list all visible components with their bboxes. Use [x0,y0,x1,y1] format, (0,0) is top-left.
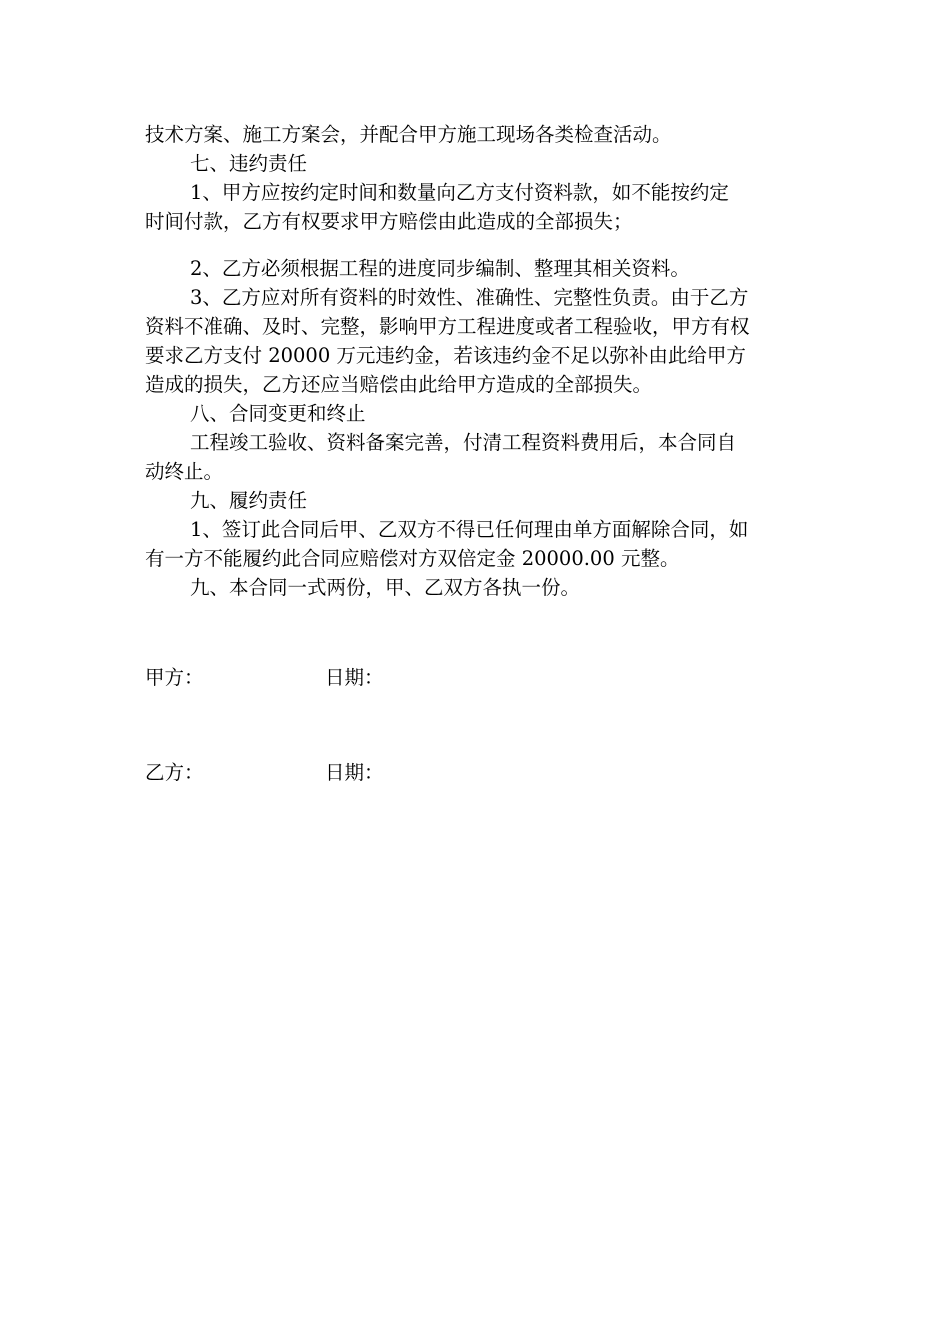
paragraph-line: 有一方不能履约此合同应赔偿对方双倍定金 20000.00 元整。 [145,547,680,570]
paragraph-line: 技术方案、施工方案会，并配合甲方施工现场各类检查活动。 [145,123,672,146]
party-b-date-label: 日期： [325,761,384,784]
paragraph-line: 时间付款，乙方有权要求甲方赔偿由此造成的全部损失； [145,210,633,233]
paragraph-line: 要求乙方支付 20000 万元违约金，若该违约金不足以弥补由此给甲方 [145,344,746,367]
contract-body [145,120,807,602]
paragraph-line: 资料不准确、及时、完整，影响甲方工程进度或者工程验收，甲方有权 [145,315,750,338]
party-a-label: 甲方： [145,666,204,689]
paragraph-gap [145,236,807,254]
paragraph-line: 动终止。 [145,460,224,483]
paragraph-line: 九、本合同一式两份，甲、乙双方各执一份。 [190,576,581,599]
section-heading-change: 八、合同变更和终止 [190,402,366,425]
paragraph-line: 1、甲方应按约定时间和数量向乙方支付资料款，如不能按约定 [190,181,729,204]
paragraph-line: 造成的损失，乙方还应当赔偿由此给甲方造成的全部损失。 [145,373,653,396]
paragraph-line: 2、乙方必须根据工程的进度同步编制、整理其相关资料。 [190,257,690,280]
party-a-date-label: 日期： [325,666,384,689]
party-b-label: 乙方： [145,761,204,784]
section-heading-breach: 七、违约责任 [190,152,308,175]
paragraph-line: 3、乙方应对所有资料的时效性、准确性、完整性负责。由于乙方 [190,286,749,309]
paragraph-line: 工程竣工验收、资料备案完善，付清工程资料费用后，本合同自 [190,431,737,454]
paragraph-line: 1、签订此合同后甲、乙双方不得已任何理由单方面解除合同，如 [190,518,749,541]
section-heading-performance: 九、履约责任 [190,489,308,512]
